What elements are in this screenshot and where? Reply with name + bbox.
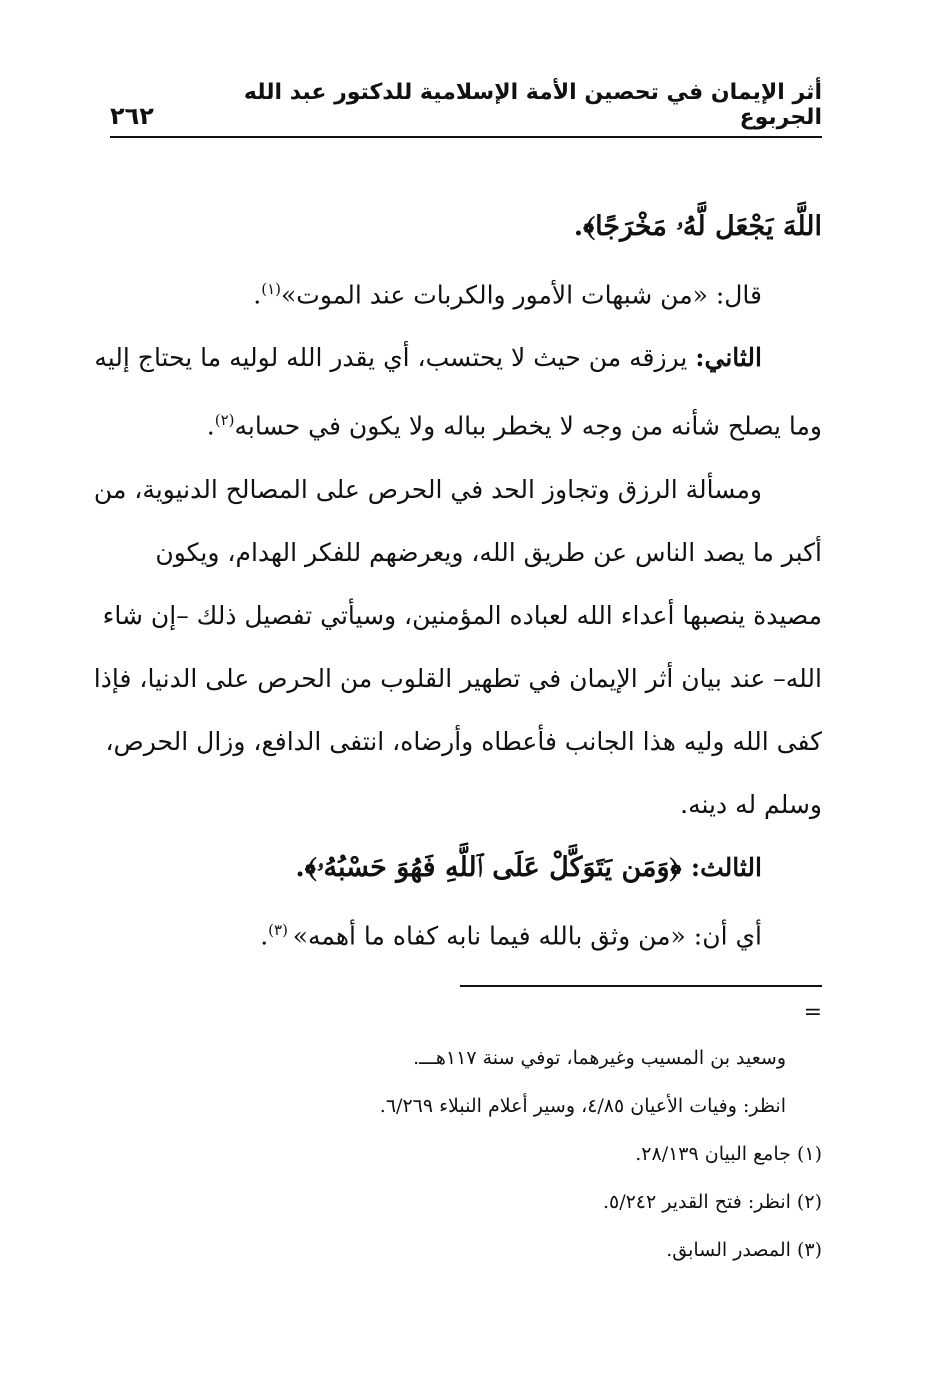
- footnote-item: (٢) انظر: فتح القدير ٥/٢٤٢.: [602, 1191, 822, 1213]
- line-text: الله– عند بيان أثر الإيمان في تطهير القلوب من الحرص على الدنيا، فإذا: [93, 663, 822, 693]
- footnote-item: وسعيد بن المسيب وغيرهما، توفي سنة ١١٧هـــ.: [413, 1047, 786, 1069]
- quran-verse: اللَّهَ يَجْعَل لَّهُۥ مَخْرَجًا﴾.: [573, 211, 822, 242]
- body-line: [110, 389, 822, 457]
- body-line: [105, 710, 822, 773]
- line-text: قال: «من شبهات الأمور والكربات عند الموت»: [281, 280, 762, 310]
- line-text: وسلم له دينه.: [680, 789, 822, 819]
- line-tail: .: [253, 280, 262, 310]
- footnote-item: (٣) المصدر السابق.: [666, 1239, 822, 1261]
- line-text: كفى الله وليه هذا الجانب فأعطاه وأرضاه، انتفى الدافع، وزال الحرص،: [105, 726, 822, 756]
- line-text: ومسألة الرزق وتجاوز الحد في الحرص على المصالح الدنيوية، من: [93, 474, 762, 504]
- line-text: وما يصلح شأنه من وجه لا يخطر بباله ولا يكون في حسابه: [234, 411, 822, 441]
- line-text: أي أن: «من وثق بالله فيما نابه كفاه ما أهمه»: [292, 920, 762, 950]
- footnote-item: انظر: وفيات الأعيان ٤/٨٥، وسير أعلام النبلاء ٦/٢٦٩.: [379, 1095, 786, 1117]
- body-line: [110, 773, 822, 836]
- footnote-separator: [460, 985, 822, 987]
- line-text: مصيدة ينصبها أعداء الله لعباده المؤمنين، وسيأتي تفصيل ذلك –إن شاء: [102, 600, 822, 630]
- line-tail: .: [260, 920, 269, 950]
- quran-verse: ﴿وَمَن يَتَوَكَّلْ عَلَى ٱللَّهِ فَهُوَ حَسْبُهُۥ﴾.: [295, 851, 691, 883]
- line-text: يرزقه من حيث لا يحتسب، أي يقدر الله لوليه ما يحتاج إليه: [94, 343, 696, 373]
- footnote-ref[interactable]: (٣): [268, 920, 293, 939]
- line-tail: .: [206, 411, 215, 441]
- footnotes: [110, 1034, 822, 1274]
- footnote-item: (١) جامع البيان ٢٨/١٣٩.: [635, 1143, 822, 1165]
- body-line: [110, 521, 822, 584]
- body-line: [110, 258, 822, 326]
- body-line: [110, 899, 822, 967]
- page-header: [110, 80, 822, 138]
- body-line: [93, 647, 822, 710]
- body-line: [93, 458, 822, 521]
- body-line: [110, 836, 822, 899]
- section-label: الثالث:: [690, 852, 762, 882]
- body-line: [94, 326, 822, 389]
- footnote-continuation-mark: =: [803, 1000, 822, 1025]
- body-text: [93, 195, 822, 967]
- running-title: أثر الإيمان في تحصين الأمة الإسلامية للدكتور عبد الله الجربوع: [243, 80, 822, 130]
- footnote-ref[interactable]: (١): [261, 280, 281, 298]
- body-line: [102, 584, 822, 647]
- footnote-ref[interactable]: (٢): [214, 411, 235, 430]
- section-label: الثاني:: [695, 343, 762, 373]
- line-text: أكبر ما يصد الناس عن طريق الله، ويعرضهم للفكر الهدام، ويكون: [155, 537, 822, 567]
- page-number: ٢٦٢: [110, 102, 154, 130]
- body-line: [110, 195, 822, 258]
